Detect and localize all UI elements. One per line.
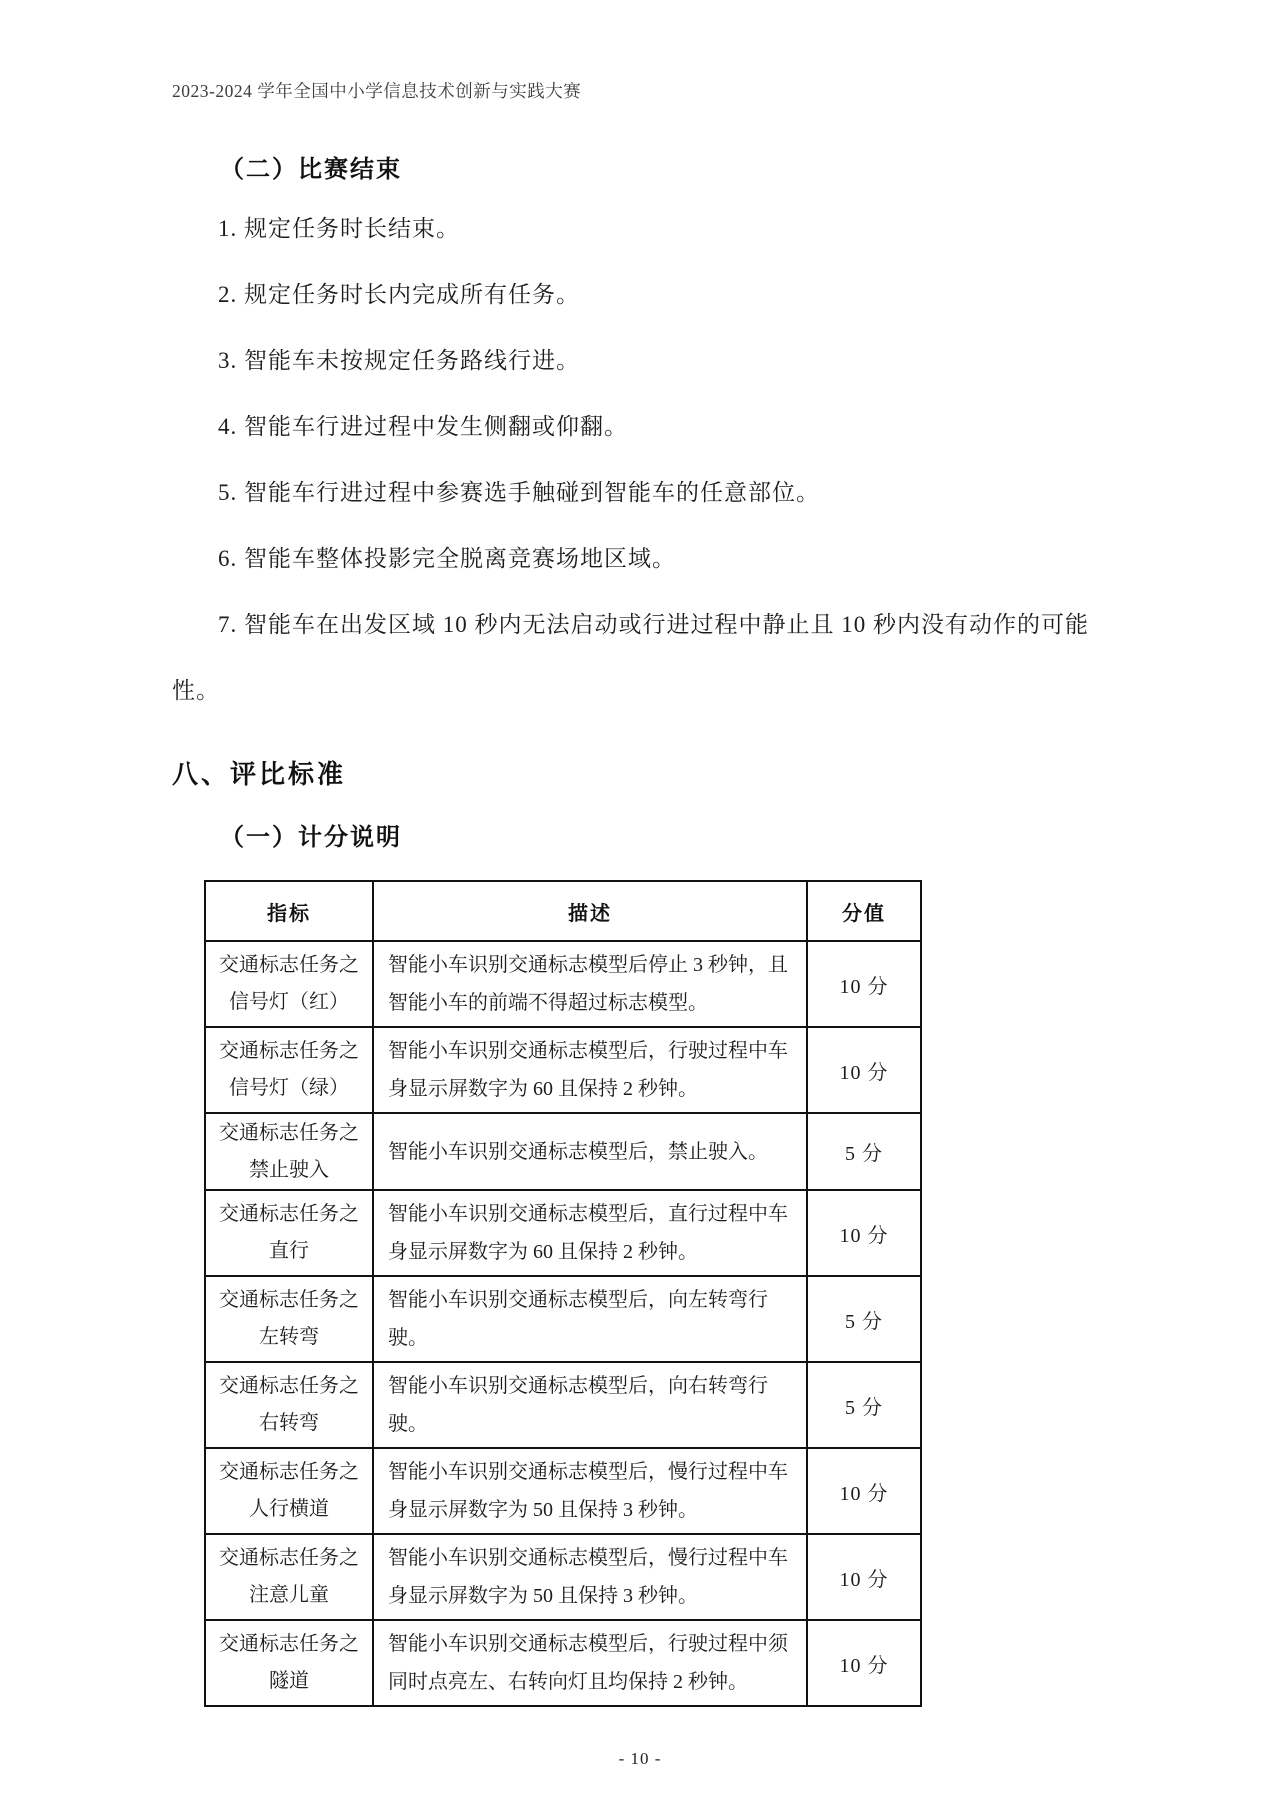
table-row bbox=[205, 1448, 921, 1534]
description-cell: 智能小车识别交通标志模型后，向左转弯行驶。 bbox=[373, 1276, 807, 1362]
list-item: 5. 智能车行进过程中参赛选手触碰到智能车的任意部位。 bbox=[218, 480, 820, 505]
indicator-cell: 交通标志任务之禁止驶入 bbox=[205, 1113, 373, 1190]
list-item: 4. 智能车行进过程中发生侧翻或仰翻。 bbox=[218, 414, 628, 439]
table-header-row bbox=[205, 881, 921, 941]
table-row bbox=[205, 1276, 921, 1362]
chapter-title-evaluation-criteria: 八、评比标准 bbox=[172, 760, 347, 789]
indicator-cell: 交通标志任务之隧道 bbox=[205, 1620, 373, 1706]
page-number: - 10 - bbox=[618, 1749, 662, 1768]
table-row bbox=[205, 1534, 921, 1620]
table-row bbox=[205, 941, 921, 1027]
score-cell: 10 分 bbox=[807, 1027, 921, 1113]
score-cell: 5 分 bbox=[807, 1276, 921, 1362]
indicator-cell: 交通标志任务之信号灯（红） bbox=[205, 941, 373, 1027]
list-item: 3. 智能车未按规定任务路线行进。 bbox=[218, 348, 580, 373]
description-cell: 智能小车识别交通标志模型后，直行过程中车身显示屏数字为 60 且保持 2 秒钟。 bbox=[373, 1190, 807, 1276]
table-row bbox=[205, 1362, 921, 1448]
score-cell: 10 分 bbox=[807, 1620, 921, 1706]
list-item: 7. 智能车在出发区域 10 秒内无法启动或行进过程中静止且 10 秒内没有动作的可能性。 bbox=[172, 612, 1089, 703]
list-item: 6. 智能车整体投影完全脱离竞赛场地区域。 bbox=[218, 546, 676, 571]
section-title-scoring-explanation: （一）计分说明 bbox=[220, 825, 402, 851]
description-cell: 智能小车识别交通标志模型后，向右转弯行驶。 bbox=[373, 1362, 807, 1448]
indicator-cell: 交通标志任务之信号灯（绿） bbox=[205, 1027, 373, 1113]
score-cell: 10 分 bbox=[807, 1534, 921, 1620]
score-cell: 10 分 bbox=[807, 941, 921, 1027]
column-header-score: 分值 bbox=[807, 881, 921, 941]
table-row bbox=[205, 1113, 921, 1190]
table-row bbox=[205, 1190, 921, 1276]
indicator-cell: 交通标志任务之注意儿童 bbox=[205, 1534, 373, 1620]
list-item: 2. 规定任务时长内完成所有任务。 bbox=[218, 282, 580, 307]
column-header-indicator: 指标 bbox=[205, 881, 373, 941]
document-header: 2023-2024 学年全国中小学信息技术创新与实践大赛 bbox=[172, 81, 582, 101]
description-cell: 智能小车识别交通标志模型后，禁止驶入。 bbox=[373, 1113, 807, 1190]
column-header-description: 描述 bbox=[373, 881, 807, 941]
table-row bbox=[205, 1620, 921, 1706]
description-cell: 智能小车识别交通标志模型后，慢行过程中车身显示屏数字为 50 且保持 3 秒钟。 bbox=[373, 1448, 807, 1534]
section-title-competition-end: （二）比赛结束 bbox=[220, 157, 402, 183]
list-item: 1. 规定任务时长结束。 bbox=[218, 216, 460, 241]
description-cell: 智能小车识别交通标志模型后停止 3 秒钟，且智能小车的前端不得超过标志模型。 bbox=[373, 941, 807, 1027]
score-cell: 5 分 bbox=[807, 1362, 921, 1448]
competition-end-list bbox=[172, 196, 1112, 724]
score-cell: 10 分 bbox=[807, 1448, 921, 1534]
score-table bbox=[204, 880, 922, 1707]
description-cell: 智能小车识别交通标志模型后，慢行过程中车身显示屏数字为 50 且保持 3 秒钟。 bbox=[373, 1534, 807, 1620]
score-cell: 10 分 bbox=[807, 1190, 921, 1276]
indicator-cell: 交通标志任务之直行 bbox=[205, 1190, 373, 1276]
indicator-cell: 交通标志任务之右转弯 bbox=[205, 1362, 373, 1448]
indicator-cell: 交通标志任务之左转弯 bbox=[205, 1276, 373, 1362]
indicator-cell: 交通标志任务之人行横道 bbox=[205, 1448, 373, 1534]
score-cell: 5 分 bbox=[807, 1113, 921, 1190]
description-cell: 智能小车识别交通标志模型后，行驶过程中车身显示屏数字为 60 且保持 2 秒钟。 bbox=[373, 1027, 807, 1113]
table-row bbox=[205, 1027, 921, 1113]
description-cell: 智能小车识别交通标志模型后，行驶过程中须同时点亮左、右转向灯且均保持 2 秒钟。 bbox=[373, 1620, 807, 1706]
